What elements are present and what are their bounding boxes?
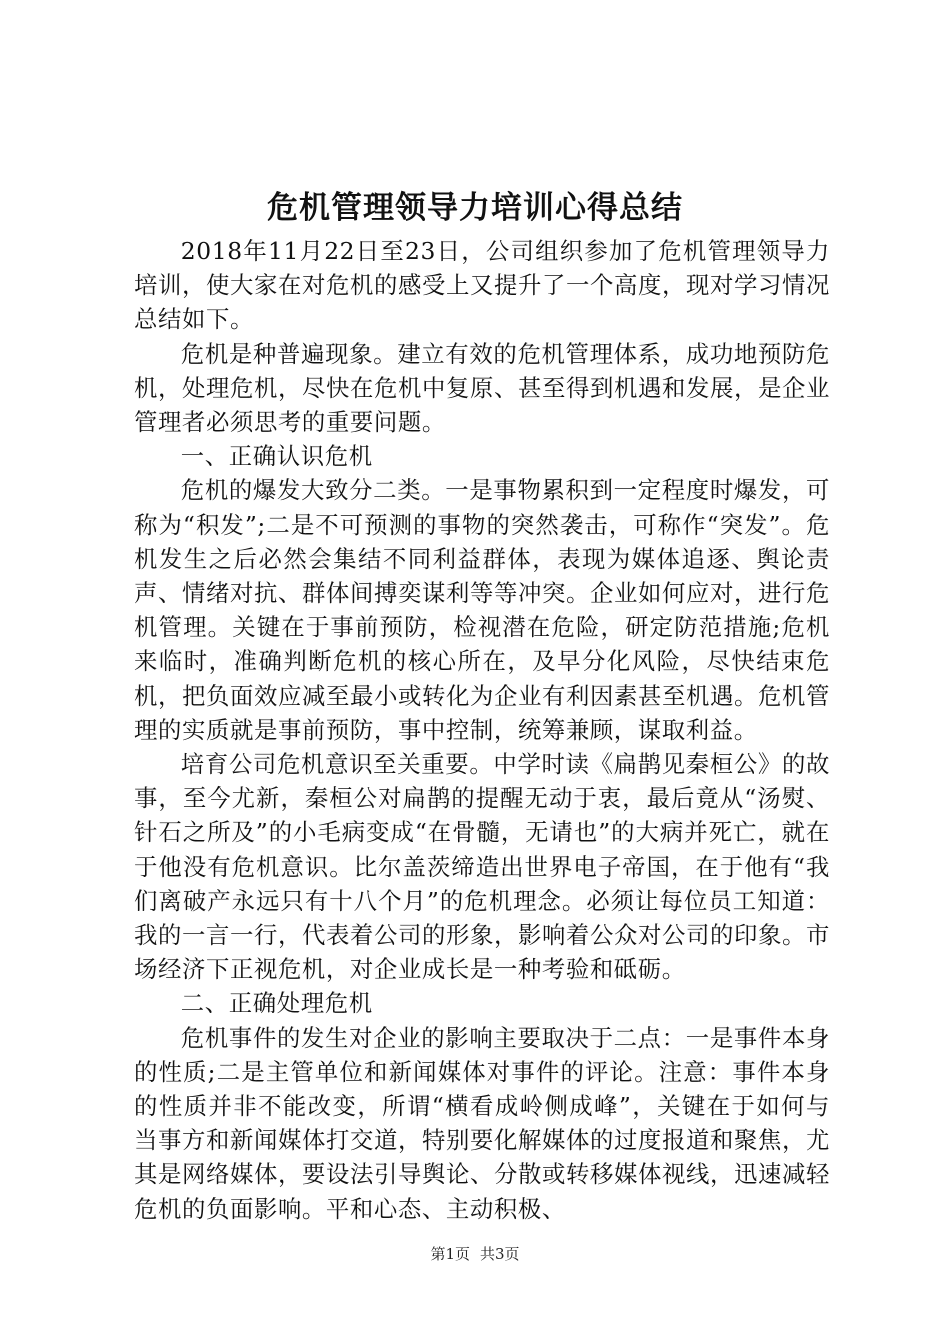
paragraph-crisis-awareness: 培育公司危机意识至关重要。中学时读《扁鹊见秦桓公》的故事，至今尤新，秦桓公对扁鹊的提醒无动于衷，最后竟从“汤熨、针石之所及”的小毛病变成“在骨髓，无请也”的大病并死亡，就在于他没有危机意识。比尔盖茨缔造出世界电子帝国，在于他有“我们离破产永远只有十八个月”的危机理念。必须让每位员工知道：我的一言一行，代表着公司的形象，影响着公众对公司的印象。市场经济下正视危机，对企业成长是一种考验和砥砺。	[134, 750, 830, 984]
page-footer	[0, 1244, 950, 1264]
paragraph-crisis-types: 危机的爆发大致分二类。一是事物累积到一定程度时爆发，可称为“积发”;二是不可预测的事物的突然袭击，可称作“突发”。危机发生之后必然会集结不同利益群体，表现为媒体追逐、舆论责声、情绪对抗、群体间搏奕谋利等等冲突。企业如何应对，进行危机管理。关键在于事前预防，检视潜在危险，研定防范措施;危机来临时，准确判断危机的核心所在，及早分化风险，尽快结束危机，把负面效应减至最小或转化为企业有利因素甚至机遇。危机管理的实质就是事前预防，事中控制，统筹兼顾，谋取利益。	[134, 476, 830, 744]
paragraph-overview: 危机是种普遍现象。建立有效的危机管理体系，成功地预防危机，处理危机，尽快在危机中复原、甚至得到机遇和发展，是企业管理者必须思考的重要问题。	[134, 339, 830, 437]
section-heading-2: 二、正确处理危机	[180, 989, 373, 1018]
paragraph-intro: 2018年11月22日至23日，公司组织参加了危机管理领导力培训，使大家在对危机的感受上又提升了一个高度，现对学习情况总结如下。	[134, 237, 830, 334]
document-body	[134, 234, 830, 1226]
page-total: 共3页	[480, 1245, 520, 1263]
document-title: 危机管理领导力培训心得总结	[267, 190, 683, 226]
section-heading-1: 一、正确认识危机	[180, 442, 373, 471]
paragraph-crisis-handling: 危机事件的发生对企业的影响主要取决于二点：一是事件本身的性质;二是主管单位和新闻媒体对事件的评论。注意：事件本身的性质并非不能改变，所谓“横看成岭侧成峰”，关键在于如何与当事方和新闻媒体打交道，特别要化解媒体的过度报道和聚焦，尤其是网络媒体，要设法引导舆论、分散或转移媒体视线，迅速减轻危机的负面影响。平和心态、主动积极、	[134, 1023, 830, 1223]
page-number: 第1页	[430, 1245, 470, 1263]
